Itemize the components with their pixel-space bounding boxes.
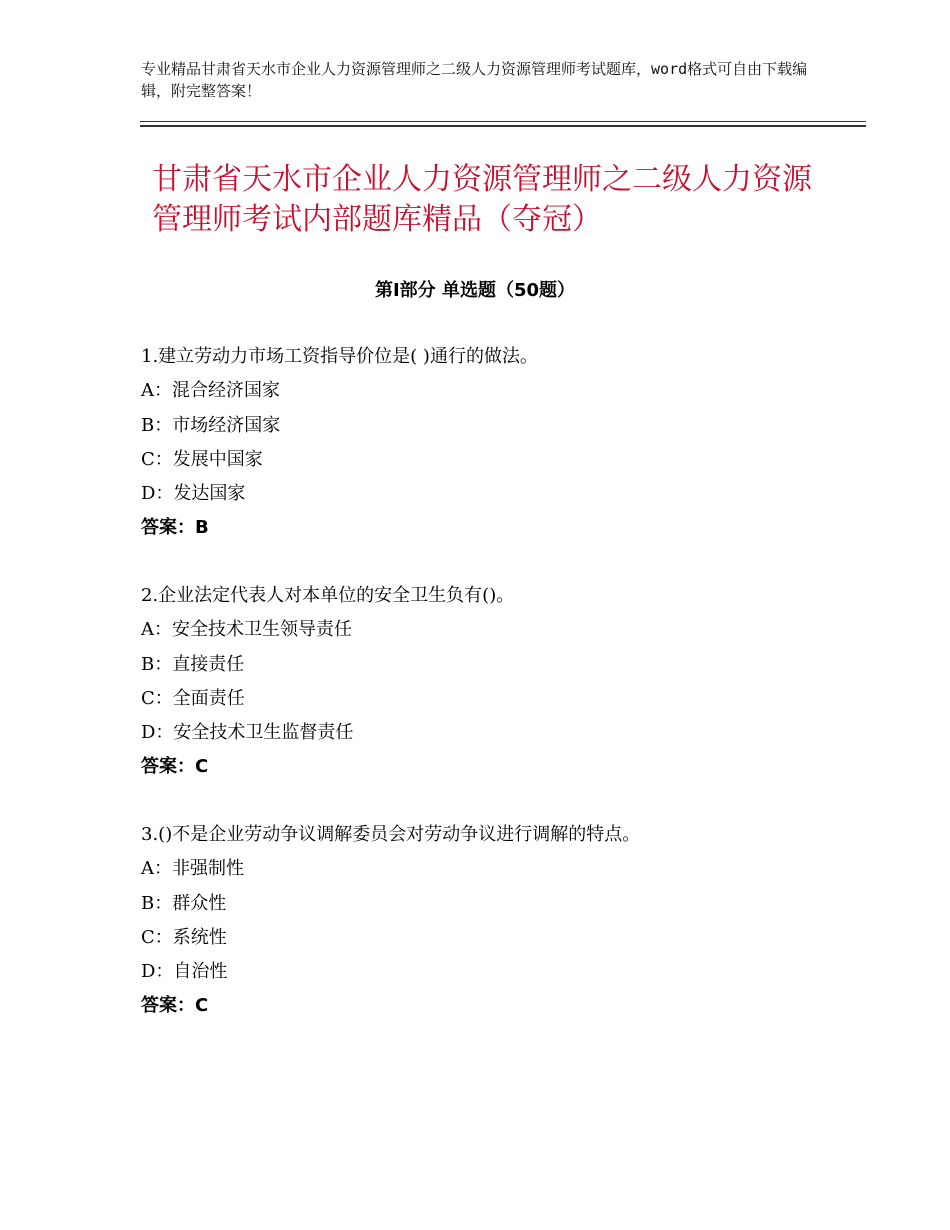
option-b: B：直接责任: [141, 653, 245, 675]
document-title: 甘肃省天水市企业人力资源管理师之二级人力资源管理师考试内部题库精品（夺冠）: [152, 162, 812, 237]
option-c: C：系统性: [141, 926, 227, 948]
question-text: 3.()不是企业劳动争议调解委员会对劳动争议进行调解的特点。: [141, 824, 641, 845]
option-a: A：混合经济国家: [141, 380, 280, 402]
option-b: B：市场经济国家: [141, 414, 281, 436]
option-d: D：发达国家: [141, 483, 246, 505]
option-c: C：发展中国家: [141, 448, 263, 470]
option-d: D：安全技术卫生监督责任: [141, 722, 354, 744]
question-1: [141, 340, 861, 546]
answer: 答案：C: [141, 756, 209, 778]
option-a: A：非强制性: [141, 858, 244, 880]
question-text: 1.建立劳动力市场工资指导价位是( )通行的做法。: [141, 346, 538, 367]
option-d: D：自治性: [141, 961, 228, 983]
header-divider-thin: [140, 121, 866, 122]
header-divider-thick: [140, 125, 866, 127]
option-b: B：群众性: [141, 892, 227, 914]
option-a: A：安全技术卫生领导责任: [141, 619, 352, 641]
answer: 答案：C: [141, 995, 209, 1017]
header-note: 专业精品甘肃省天水市企业人力资源管理师之二级人力资源管理师考试题库，word格式可自由下载编辑，附完整答案！: [141, 60, 808, 100]
section-heading: 第Ⅰ部分 单选题（50题）: [374, 280, 575, 301]
question-text: 2.企业法定代表人对本单位的安全卫生负有()。: [141, 585, 515, 606]
option-c: C：全面责任: [141, 687, 245, 709]
answer: 答案：B: [141, 517, 209, 539]
question-2: [141, 579, 861, 785]
question-3: [141, 818, 861, 1024]
